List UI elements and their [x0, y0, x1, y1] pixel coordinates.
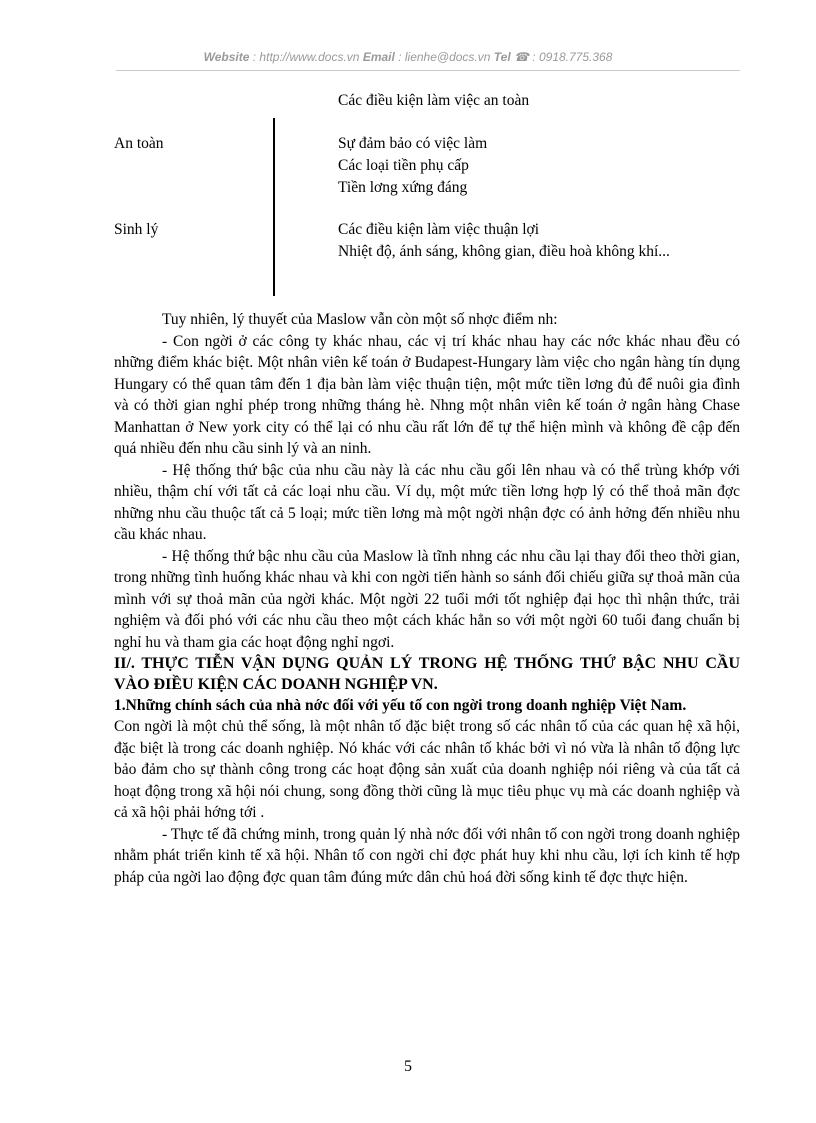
diagram-item: Tiền lơng xứng đáng	[338, 179, 468, 196]
website-label: Website	[203, 50, 250, 64]
diagram-top-item: Các điều kiện làm việc an toàn	[338, 92, 530, 109]
subsection-heading: 1.Những chính sách của nhà nớc đối với yếu tố con ngời trong doanh nghiệp Việt Nam.	[114, 697, 687, 714]
section-heading: II/. THỰC TIỄN VẬN DỤNG QUẢN LÝ TRONG HỆ THỐNG THỨ BẬC NHU CẦU VÀO ĐIỀU KIỆN CÁC DOANH NGHIỆP VN.	[114, 655, 740, 693]
website-value: : http://www.docs.vn	[252, 50, 360, 64]
diagram-item: Nhiệt độ, ánh sáng, không gian, điều hoà không khí...	[338, 243, 670, 260]
paragraph: - Hệ thống thứ bậc nhu cầu của Maslow là tĩnh nhng các nhu cầu lại thay đổi theo thời gian, trong những tình huống khác nhau và khi con ngời tiến hành so sánh đối chiếu giữa sự thoả mãn của mình với sự thoả mãn của ngời khác. Một ngời 22 tuổi mới tốt nghiệp đại học thì nhận thức, trải nghiệm và đối phó với các nhu cầu theo một cách khác hẳn so với một ngời 60 tuổi đang chuẩn bị nghỉ hu và tham gia các hoạt động nghỉ ngơi.	[114, 547, 740, 651]
page-header	[0, 50, 816, 64]
paragraph: - Hệ thống thứ bậc của nhu cầu này là các nhu cầu gối lên nhau và có thể trùng khớp với nhiều, thậm chí với tất cả các loại nhu cầu. Ví dụ, một mức tiền lơng hợp lý có thể thoả mãn đợc những nhu cầu thuộc tất cả 5 loại; mức tiền lơng mà một ngời nhận đợc có ảnh hởng đến nhiều nhu cầu khác nhau.	[114, 461, 740, 543]
email-label: Email	[362, 50, 395, 64]
diagram-item: Các điều kiện làm việc thuận lợi	[338, 221, 540, 238]
diagram-item: Các loại tiền phụ cấp	[338, 157, 469, 174]
diagram-item: Sự đảm bảo có việc làm	[338, 135, 488, 152]
diagram-vertical-line	[273, 118, 275, 296]
paragraph: - Con ngời ở các công ty khác nhau, các vị trí khác nhau hay các nớc khác nhau đều có những điểm khác biệt. Một nhân viên kế toán ở Budapest-Hungary làm việc cho ngân hàng tín dụng Hungary có thể quan tâm đến 1 địa bàn làm việc thuận tiện, một mức tiền lơng đủ để nuôi gia đình và có thời gian nghỉ phép trong những tháng hè. Nhng một nhân viên kế toán ở ngân hàng Chase Manhattan ở New york city có thể lại có nhu cầu rất lớn để tự thể hiện mình và không đề cập đến quá nhiều đến nhu cầu sinh lý và an ninh.	[114, 332, 740, 457]
tel-label: Tel	[493, 50, 511, 64]
paragraph: Con ngời là một chủ thể sống, là một nhân tố đặc biệt trong số các nhân tố của các quan hệ xã hội, đặc biệt là trong các doanh nghiệp. Nó khác với các nhân tố khác bởi vì nó vừa là nhân tố động lực bảo đảm cho sự thành công trong các hoạt động sản xuất của doanh nghiệp nói riêng và của tất cả hoạt động trong xã hội nói chung, song đồng thời cũng là mục tiêu phục vụ mà các doanh nghiệp và cả xã hội phải hớng tới .	[114, 718, 740, 821]
document-body	[114, 309, 740, 888]
email-value: : lienhe@docs.vn	[398, 50, 491, 64]
header-divider	[116, 70, 740, 71]
diagram-label-safety: An toàn	[114, 135, 164, 152]
diagram-label-physiological: Sinh lý	[114, 221, 159, 238]
paragraph: - Thực tế đã chứng minh, trong quản lý nhà nớc đối với nhân tố con ngời trong doanh nghiệp nhằm phát triển kinh tế xã hội. Nhân tố con ngời chỉ đợc phát huy khi nhu cầu, lợi ích kinh tế hợp pháp của ngời lao động đợc quan tâm đúng mức dân chủ hoá đời sống kinh tế đợc thực hiện.	[114, 825, 740, 886]
paragraph: Tuy nhiên, lý thuyết của Maslow vẫn còn một số nhợc điểm nh:	[162, 311, 558, 328]
page-number: 5	[404, 1058, 412, 1075]
tel-value: ☎ : 0918.775.368	[514, 50, 613, 64]
